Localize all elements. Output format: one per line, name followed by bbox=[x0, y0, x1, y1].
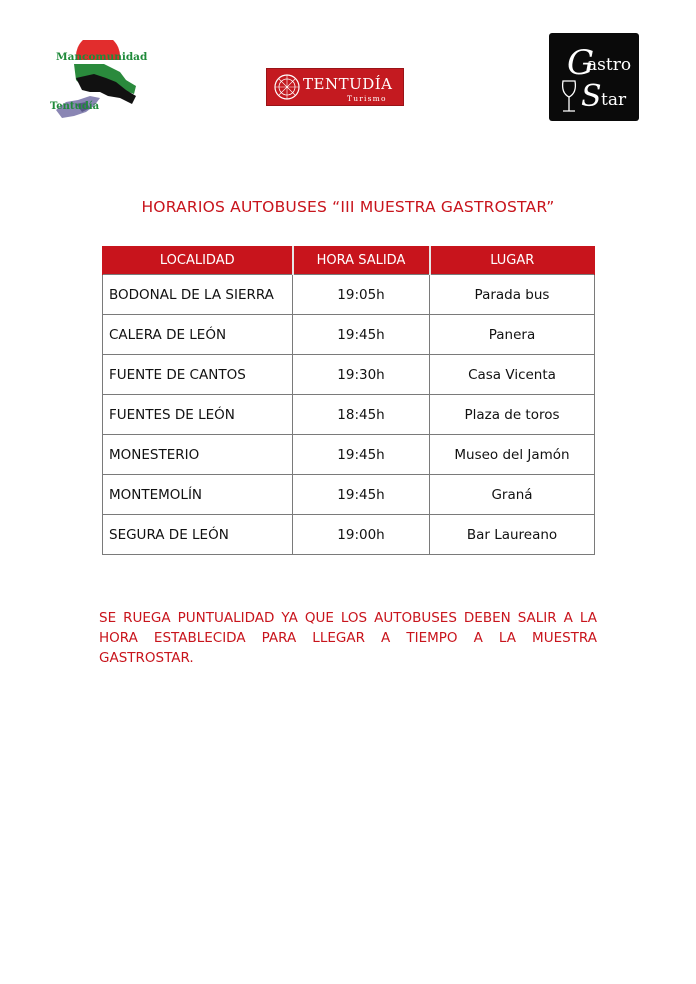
table-row bbox=[103, 515, 595, 555]
table-row bbox=[103, 395, 595, 435]
gastro-initial: G bbox=[567, 43, 595, 83]
mancomunidad-top-text: Mancomunidad bbox=[56, 51, 148, 63]
row-hora: 18:45h bbox=[293, 395, 430, 435]
table-row bbox=[103, 315, 595, 355]
star-rest: tar bbox=[601, 90, 627, 110]
row-localidad: BODONAL DE LA SIERRA bbox=[103, 275, 293, 315]
row-lugar: Casa Vicenta bbox=[430, 355, 595, 395]
page-title: HORARIOS AUTOBUSES “III MUESTRA GASTROSTAR” bbox=[141, 198, 555, 216]
row-hora: 19:45h bbox=[293, 315, 430, 355]
row-localidad: SEGURA DE LEÓN bbox=[103, 515, 293, 555]
row-localidad: FUENTE DE CANTOS bbox=[103, 355, 293, 395]
tentudia-sub: Turismo bbox=[347, 94, 387, 103]
row-hora: 19:45h bbox=[293, 475, 430, 515]
header-localidad: LOCALIDAD bbox=[103, 246, 293, 275]
row-lugar: Plaza de toros bbox=[430, 395, 595, 435]
row-hora: 19:05h bbox=[293, 275, 430, 315]
row-lugar: Parada bus bbox=[430, 275, 595, 315]
star-initial: S bbox=[581, 79, 602, 114]
row-localidad: MONESTERIO bbox=[103, 435, 293, 475]
table-row bbox=[103, 475, 595, 515]
table-header-row bbox=[103, 246, 595, 275]
wine-glass-icon bbox=[549, 33, 639, 121]
row-localidad: MONTEMOLÍN bbox=[103, 475, 293, 515]
header-hora-salida: HORA SALIDA bbox=[293, 246, 430, 275]
table-row bbox=[103, 275, 595, 315]
mancomunidad-logo bbox=[46, 40, 148, 124]
punctuality-notice: SE RUEGA PUNTUALIDAD YA QUE LOS AUTOBUSES DEBEN SALIR A LA HORA ESTABLECIDA PARA LLEGAR A TIEMPO A LA MUESTRA GASTROSTAR. bbox=[99, 610, 597, 666]
gastro-rest: astro bbox=[587, 55, 632, 75]
row-lugar: Graná bbox=[430, 475, 595, 515]
table-row bbox=[103, 355, 595, 395]
row-localidad: CALERA DE LEÓN bbox=[103, 315, 293, 355]
row-hora: 19:45h bbox=[293, 435, 430, 475]
row-hora: 19:30h bbox=[293, 355, 430, 395]
row-hora: 19:00h bbox=[293, 515, 430, 555]
tentudia-name: TENTUDÍA bbox=[303, 75, 393, 93]
row-lugar: Bar Laureano bbox=[430, 515, 595, 555]
row-lugar: Panera bbox=[430, 315, 595, 355]
tentudia-seal-icon bbox=[272, 72, 302, 102]
tentudia-turismo-logo bbox=[266, 68, 404, 106]
table-row bbox=[103, 435, 595, 475]
bus-schedule-table bbox=[102, 246, 595, 555]
row-lugar: Museo del Jamón bbox=[430, 435, 595, 475]
row-localidad: FUENTES DE LEÓN bbox=[103, 395, 293, 435]
gastrostar-logo bbox=[549, 33, 639, 121]
mancomunidad-bottom-text: Tentudía bbox=[50, 101, 100, 112]
header-lugar: LUGAR bbox=[430, 246, 595, 275]
